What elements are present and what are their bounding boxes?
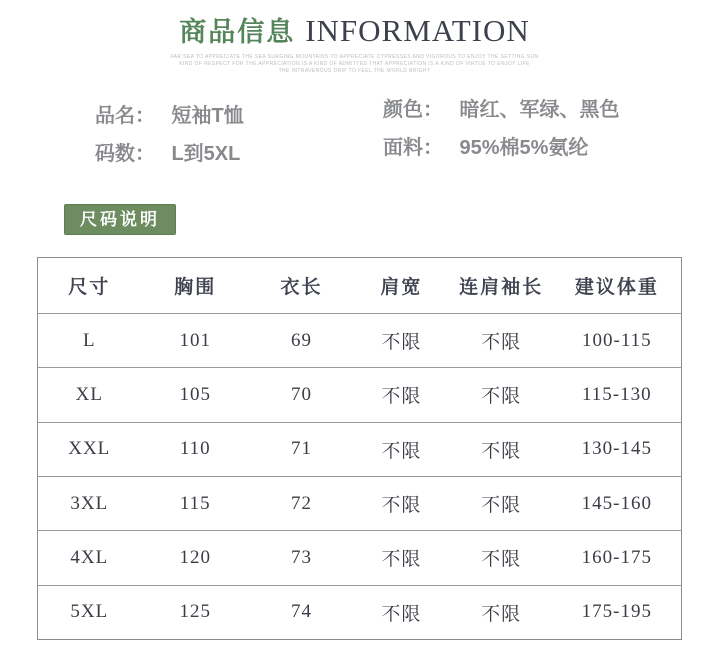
field-value: 短袖T恤: [171, 105, 244, 127]
table-cell: 不限: [450, 422, 553, 476]
subtext-line: FAR SEA TO APPRECIATE THE SEA SURGING MOUNTAINS TO APPRECIATE CYPRESSES AND VIGOROUS TO ENJOY THE SETTING SUN: [170, 54, 539, 60]
field-label: 品名：: [95, 105, 155, 127]
table-cell: 72: [250, 476, 353, 530]
field-color: [383, 93, 619, 122]
table-cell: 101: [141, 314, 250, 368]
size-guide-badge: 尺码说明: [64, 204, 176, 235]
table-row: [38, 585, 682, 639]
table-cell: 130-145: [553, 422, 682, 476]
table-row: [38, 368, 682, 422]
table-cell: 不限: [381, 603, 422, 625]
table-row: [38, 314, 682, 368]
table-cell: 5XL: [70, 601, 109, 623]
table-row: [38, 476, 682, 530]
table-cell: 不限: [450, 531, 553, 585]
table-cell: 175-195: [581, 601, 652, 623]
table-cell: 不限: [353, 531, 450, 585]
table-header-row: [38, 258, 682, 314]
table-cell: 不限: [481, 603, 522, 625]
field-label: 码数：: [95, 143, 155, 165]
table-cell: 不限: [353, 476, 450, 530]
table-cell: 不限: [450, 368, 553, 422]
table-cell: 105: [141, 368, 250, 422]
field-value: 暗红、军绿、黑色: [459, 99, 620, 121]
table-cell: 3XL: [38, 476, 141, 530]
table-cell: 73: [250, 531, 353, 585]
table-cell: 不限: [353, 314, 450, 368]
table-cell: XL: [38, 368, 141, 422]
table-cell: 71: [250, 422, 353, 476]
field-size-range: [95, 137, 240, 166]
size-table: [37, 257, 682, 640]
field-fabric: [383, 131, 588, 160]
col-header-length: 衣长: [250, 258, 353, 314]
subtext-line: KIND OF RESPECT FOR THE APPRECIATION IS A KIND OF ADMITTED THAT APPRECIATION IS A KIND OF VIRTUE TO ENJOY LIFE: [179, 61, 530, 67]
table-cell: 100-115: [553, 314, 682, 368]
table-cell: 69: [250, 314, 353, 368]
title-english: INFORMATION: [305, 13, 530, 48]
table-cell: 不限: [450, 314, 553, 368]
table-cell: 不限: [353, 422, 450, 476]
table-cell: 74: [291, 601, 313, 623]
header-subtext: [0, 54, 709, 75]
title-chinese: 商品信息: [179, 17, 296, 47]
table-row: [38, 531, 682, 585]
table-cell: L: [38, 314, 141, 368]
table-cell: 145-160: [553, 476, 682, 530]
table-cell: 120: [141, 531, 250, 585]
subtext-line: THE INTRAVENOUS DRIP TO FEEL THE WORLD BRIGHT: [278, 68, 431, 74]
table-cell: 110: [141, 422, 250, 476]
field-label: 颜色：: [383, 99, 443, 121]
page-title: [0, 10, 709, 49]
field-product-name: [95, 99, 244, 128]
table-cell: 不限: [450, 476, 553, 530]
field-label: 面料：: [383, 137, 443, 159]
table-cell: 160-175: [553, 531, 682, 585]
table-cell: XXL: [38, 422, 141, 476]
table-row: [38, 422, 682, 476]
col-header-size: 尺寸: [38, 258, 141, 314]
table-cell: 不限: [353, 368, 450, 422]
table-cell: 4XL: [38, 531, 141, 585]
field-value: L到5XL: [171, 143, 241, 165]
col-header-weight: 建议体重: [553, 258, 682, 314]
table-cell: 115: [141, 476, 250, 530]
col-header-shoulder: 肩宽: [353, 258, 450, 314]
table-cell: 70: [250, 368, 353, 422]
col-header-sleeve: 连肩袖长: [450, 258, 553, 314]
table-cell: 115-130: [553, 368, 682, 422]
field-value: 95%棉5%氨纶: [459, 137, 589, 159]
page-header: [0, 10, 709, 75]
col-header-chest: 胸围: [141, 258, 250, 314]
table-cell: 125: [179, 601, 212, 623]
